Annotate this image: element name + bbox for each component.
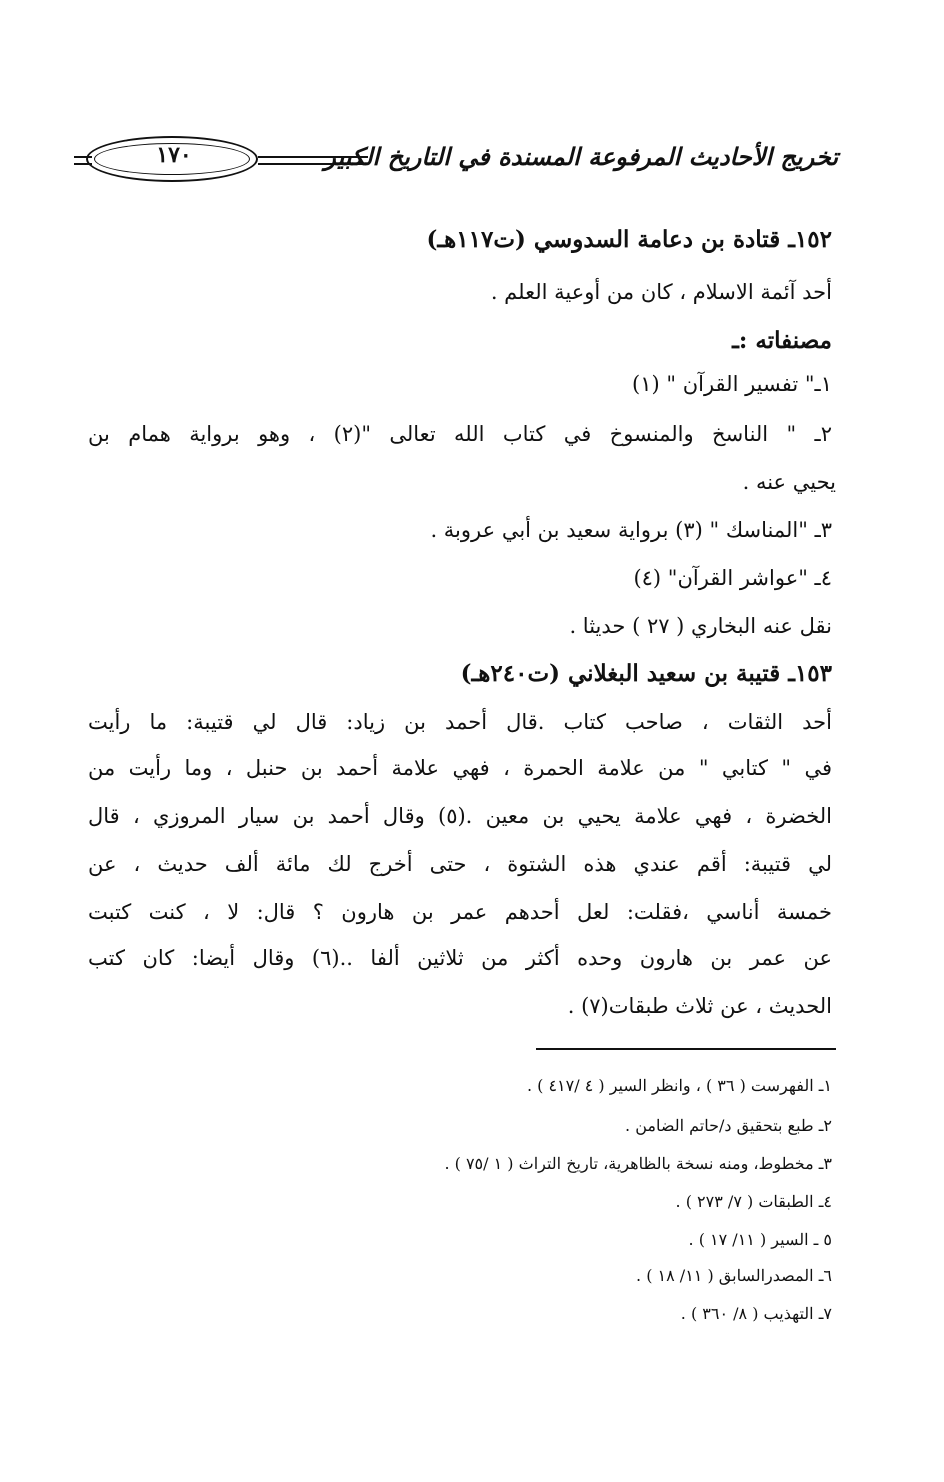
- entry-153-line-3: الخضرة ، فهي علامة يحيي بن معين .(٥) وقال أحمد بن سيار المروزي ، قال: [88, 804, 832, 828]
- entry-153-line-1: أحد الثقات ، صاحب كتاب .قال أحمد بن زياد: قال لي قتيبة: ما رأيت: [88, 710, 832, 734]
- entry-152-description: أحد آئمة الاسلام ، كان من أوعية العلم .: [490, 280, 832, 304]
- footnote-1: ١ـ الفهرست ( ٣٦ ) ، وانظر السير ( ٤ /٤١٧ ) .: [526, 1076, 832, 1095]
- work-item-3: ٣ـ "المناسك " (٣) برواية سعيد بن أبي عروبة .: [430, 518, 832, 542]
- footnote-3: ٣ـ مخطوط، ومنه نسخة بالظاهرية، تاريخ التراث ( ١ /٧٥ ) .: [444, 1154, 832, 1173]
- work-item-2-line-2: يحيي عنه .: [742, 470, 836, 494]
- entry-152-heading: ١٥٢ـ قتادة بن دعامة السدوسي (ت١١٧هـ): [426, 226, 832, 253]
- header-rule: [258, 156, 368, 165]
- work-item-1: ١ـ" تفسير القرآن " (١): [632, 372, 832, 396]
- footnote-4: ٤ـ الطبقات ( ٧/ ٢٧٣ ) .: [675, 1192, 832, 1211]
- footnote-separator: [536, 1048, 836, 1050]
- entry-153-line-2: في " كتابي " من علامة الحمرة ، فهي علامة أحمد بن حنبل ، وما رأيت من: [88, 756, 832, 780]
- running-header: [88, 128, 838, 194]
- works-heading: مصنفاته :ـ: [732, 327, 832, 354]
- entry-153-line-5: خمسة أناسي ،فقلت: لعل أحدهم عمر بن هارون ؟ قال: لا ، كنت كتبت: [88, 900, 832, 924]
- footnote-5: ٥ ـ السير ( ١١/ ١٧ ) .: [688, 1230, 832, 1249]
- footnote-6: ٦ـ المصدرالسابق ( ١١/ ١٨ ) .: [636, 1266, 832, 1285]
- header-title: تخريج الأحاديث المرفوعة المسندة في التاريخ الكبير: [324, 142, 838, 171]
- bukhari-note: نقل عنه البخاري ( ٢٧ ) حديثا .: [569, 614, 832, 638]
- header-rule-left: [74, 156, 92, 165]
- work-item-4: ٤ـ "عواشر القرآن" (٤): [633, 566, 832, 590]
- entry-153-heading: ١٥٣ـ قتيبة بن سعيد البغلاني (ت٢٤٠هـ): [460, 660, 832, 687]
- entry-153-line-4: لي قتيبة: أقم عندي هذه الشتوة ، حتى أخرج لك مائة ألف حديث ، عن: [88, 852, 832, 876]
- footnote-7: ٧ـ التهذيب ( ٨/ ٣٦٠ ) .: [680, 1304, 832, 1323]
- entry-153-line-6: عن عمر بن هارون وحده أكثر من ثلاثين ألفا ..(٦) وقال أيضا: كان كتب: [88, 946, 832, 970]
- entry-153-line-7: الحديث ، عن ثلاث طبقات(٧) .: [567, 994, 832, 1018]
- footnote-2: ٢ـ طبع بتحقيق د/حاتم الضامن .: [625, 1116, 832, 1135]
- page-number: ١٧٠: [156, 142, 192, 168]
- work-item-2-line-1: ٢ـ " الناسخ والمنسوخ في كتاب الله تعالى "(٢) ، وهو برواية همام بن: [88, 422, 832, 446]
